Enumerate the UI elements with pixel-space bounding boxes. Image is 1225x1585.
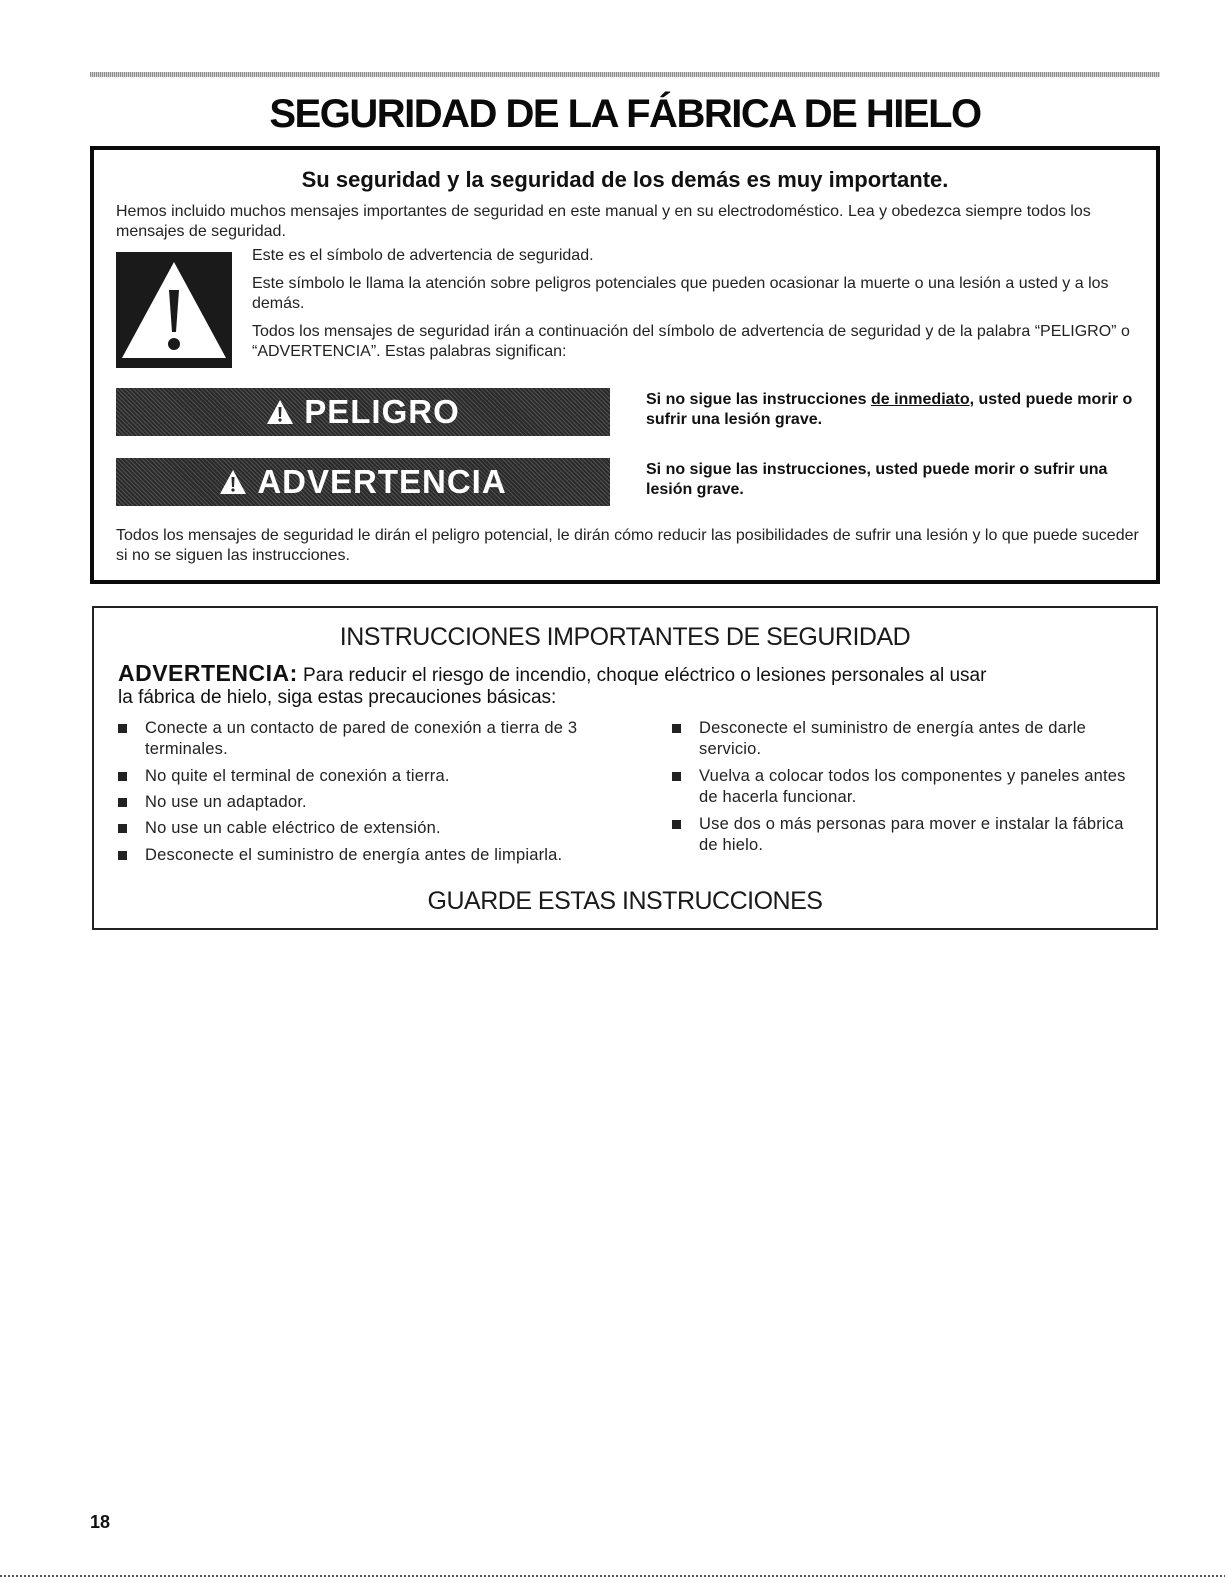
warning-triangle-icon [116,252,232,368]
warning-triangle-icon [219,469,247,495]
list-item-text: Desconecte el suministro de energía antes de darle servicio. [699,719,1086,758]
list-item-text: No use un cable eléctrico de extensión. [145,819,441,837]
list-item-text: Conecte a un contacto de pared de conexión a tierra de 3 terminales. [145,719,578,758]
list-item [145,792,615,813]
bullet-icon [118,724,127,733]
list-item-text: Use dos o más personas para mover e instalar la fábrica de hielo. [699,815,1124,854]
instructions-title: INSTRUCCIONES IMPORTANTES DE SEGURIDAD [339,623,911,651]
peligro-desc-underlined: de inmediato [870,391,970,408]
list-item [145,718,615,760]
bullet-icon [672,724,681,733]
bullet-icon [118,851,127,860]
list-item [699,718,1129,760]
symbol-description-2: Este símbolo le llama la atención sobre peligros potenciales que pueden ocasionar la muerte o una lesión a usted y a los demás. [252,275,1109,312]
list-item [145,818,615,839]
safety-info-box [90,146,1160,584]
peligro-signal-bar [116,388,610,436]
instructions-box [92,606,1158,930]
safety-intro: Hemos incluido muchos mensajes importantes de seguridad en este manual y en su electrodoméstico. Lea y obedezca siempre todos los mensajes de seguridad. [116,203,1091,240]
advertencia-label: ADVERTENCIA [257,463,507,500]
list-item-text: No use un adaptador. [145,793,307,811]
advertencia-signal-bar [116,458,610,506]
list-item-text: No quite el terminal de conexión a tierra. [145,767,450,785]
peligro-desc-before: Si no sigue las instrucciones [646,391,871,408]
bottom-rule [0,1575,1225,1577]
bullet-icon [672,772,681,781]
instructions-footer: GUARDE ESTAS INSTRUCCIONES [427,887,823,915]
list-item [699,766,1129,808]
advertencia-description: Si no sigue las instrucciones, usted puede morir o sufrir una lesión grave. [646,461,1108,498]
warning-label: ADVERTENCIA: [118,660,298,686]
warning-text-2: la fábrica de hielo, siga estas precauciones básicas: [118,687,557,708]
top-rule [90,72,1160,77]
page-title: SEGURIDAD DE LA FÁBRICA DE HIELO [269,92,981,136]
list-item-text: Vuelva a colocar todos los componentes y paneles antes de hacerla funcionar. [699,767,1126,806]
peligro-description [646,390,1146,430]
instructions-warning [118,662,1128,709]
bullet-icon [118,772,127,781]
warning-text: Para reducir el riesgo de incendio, choque eléctrico o lesiones personales al usar [297,665,987,686]
list-item-text: Desconecte el suministro de energía antes de limpiarla. [145,846,563,864]
peligro-desc-after: , usted puede morir o sufrir una lesión grave. [646,391,1133,428]
symbol-description-1: Este es el símbolo de advertencia de seguridad. [252,247,594,264]
bullet-icon [118,798,127,807]
list-item [699,814,1129,856]
peligro-label: PELIGRO [304,393,460,430]
symbol-description-3: Todos los mensajes de seguridad irán a continuación del símbolo de advertencia de seguridad y de la palabra “PELIGRO” o “ADVERTENCIA”. Estas palabras significan: [252,323,1130,360]
list-item [145,845,615,866]
bullet-icon [118,824,127,833]
list-item [145,766,615,787]
safety-heading: Su seguridad y la seguridad de los demás es muy importante. [301,167,949,192]
page-number: 18 [90,1512,111,1532]
warning-triangle-icon [266,399,294,425]
safety-footer: Todos los mensajes de seguridad le dirán el peligro potencial, le dirán cómo reducir las posibilidades de sufrir una lesión y lo que puede suceder si no se siguen las instrucciones. [116,527,1139,564]
bullet-icon [672,820,681,829]
